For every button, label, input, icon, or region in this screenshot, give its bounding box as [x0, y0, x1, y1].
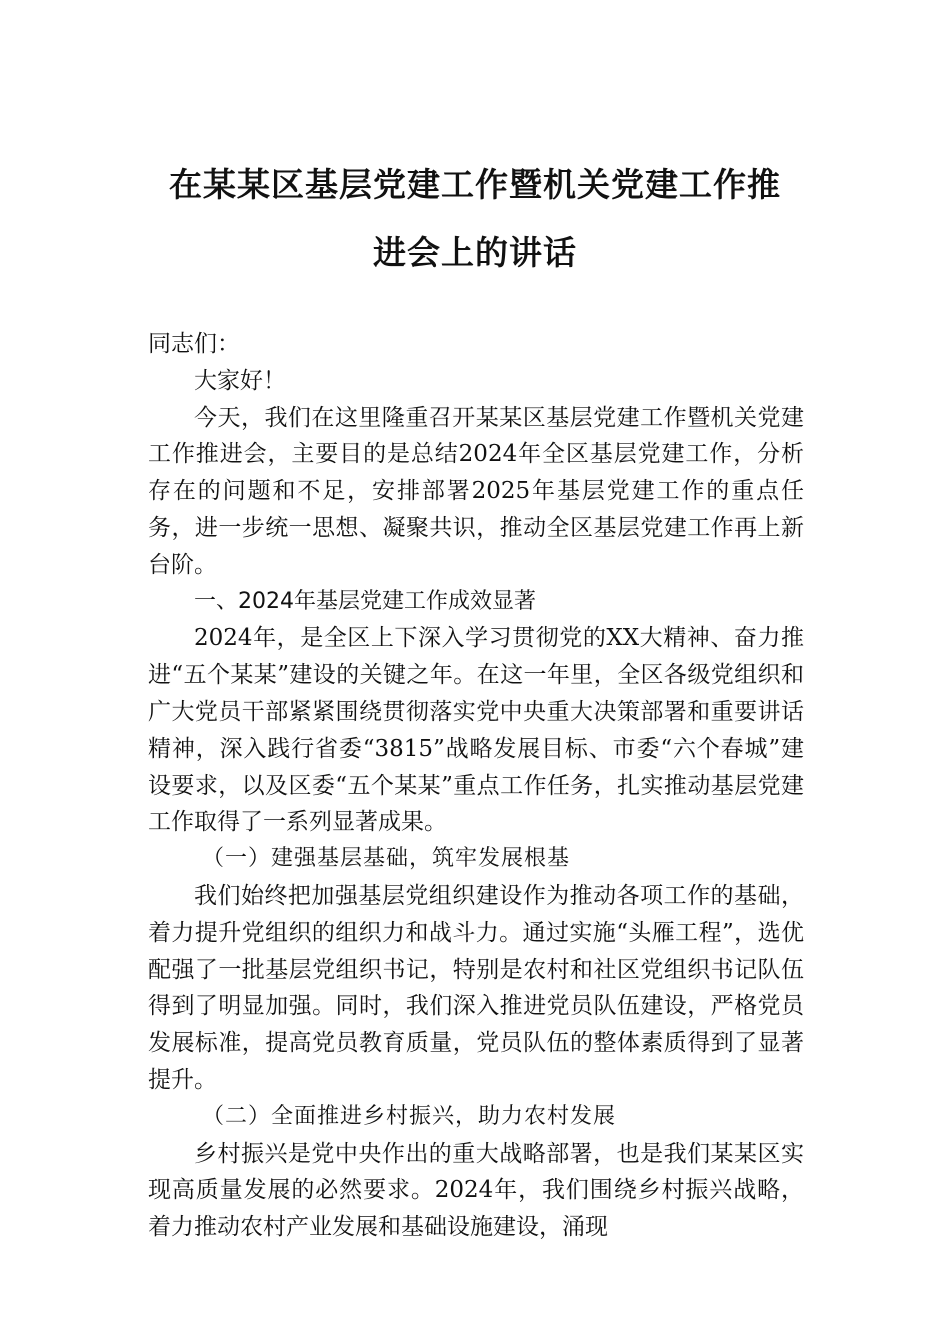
subsection-2-paragraph: 乡村振兴是党中央作出的重大战略部署，也是我们某某区实现高质量发展的必然要求。2024年，我们围绕乡村振兴战略，着力推动农村产业发展和基础设施建设，涌现	[148, 1140, 804, 1241]
subsection-1-paragraph: 我们始终把加强基层党组织建设作为推动各项工作的基础，着力提升党组织的组织力和战斗力。通过实施“头雁工程”，选优配强了一批基层党组织书记，特别是农村和社区党组织书记队伍得到了明显加强。同时，我们深入推进党员队伍建设，严格党员发展标准，提高党员教育质量，党员队伍的整体素质得到了显著提升。	[148, 882, 804, 1093]
document-title-line-2: 进会上的讲话	[373, 233, 577, 272]
subsection-1-heading: （一）建强基层基础，筑牢发展根基	[202, 846, 571, 872]
intro-paragraph: 今天，我们在这里隆重召开某某区基层党建工作暨机关党建工作推进会，主要目的是总结2024年全区基层党建工作，分析存在的问题和不足，安排部署2025年基层党建工作的重点任务，进一步统一思想、凝聚共识，推动全区基层党建工作再上新台阶。	[148, 404, 804, 578]
document-body	[148, 326, 804, 1246]
salutation: 同志们：	[148, 331, 240, 357]
section-1-heading: 一、2024年基层党建工作成效显著	[194, 588, 536, 614]
greeting: 大家好！	[194, 367, 286, 394]
section-1-paragraph: 2024年，是全区上下深入学习贯彻党的XX大精神、奋力推进“五个某某”建设的关键之年。在这一年里，全区各级党组织和广大党员干部紧紧围绕贯彻落实党中央重大决策部署和重要讲话精神，深入践行省委“3815”战略发展目标、市委“六个春城”建设要求，以及区委“五个某某”重点工作任务，扎实推动基层党建工作取得了一系列显著成果。	[148, 625, 804, 836]
subsection-2-heading: （二）全面推进乡村振兴，助力农村发展	[202, 1103, 617, 1129]
document-title-line-1: 在某某区基层党建工作暨机关党建工作推	[169, 165, 781, 204]
